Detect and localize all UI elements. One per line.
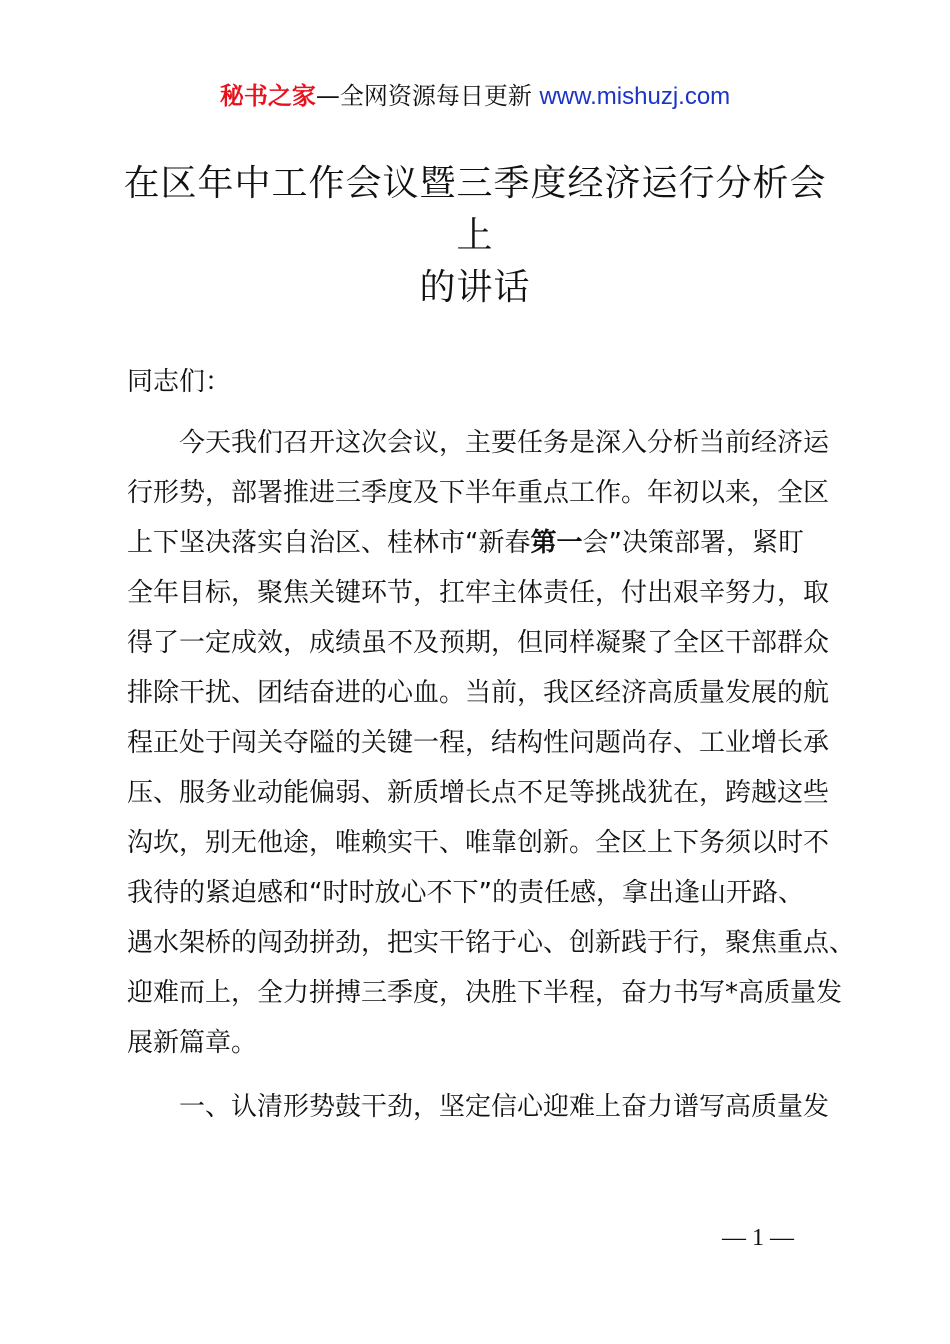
paragraph-line: 压、服务业动能偏弱、新质增长点不足等挑战犹在，跨越这些: [127, 778, 830, 808]
site-banner: [0, 80, 950, 113]
body-paragraph: [127, 418, 856, 1068]
paragraph-line: 排除干扰、团结奋进的心血。当前，我区经济高质量发展的航: [127, 678, 830, 708]
paragraph-line: 得了一定成效，成绩虽不及预期，但同样凝聚了全区干部群众: [127, 628, 830, 658]
document-title-line-2: 的讲话: [419, 267, 531, 308]
salutation: 同志们：: [127, 367, 232, 397]
site-url-link[interactable]: www.mishuzj.com: [539, 83, 731, 110]
page-number: — 1 —: [722, 1225, 794, 1251]
document-title-line-1: 在区年中工作会议暨三季度经济运行分析会上: [123, 163, 827, 256]
paragraph-bold-text: 第一: [530, 528, 583, 558]
paragraph-line: 展新篇章。: [127, 1028, 258, 1058]
paragraph-line: 我待的紧迫感和“时时放心不下”的责任感，拿出逢山开路、: [127, 878, 804, 908]
paragraph-text-segment: 上下坚决落实自治区、桂林市“新春: [127, 528, 531, 558]
document-title: [110, 158, 840, 314]
paragraph-line: 行形势，部署推进三季度及下半年重点工作。年初以来，全区: [127, 478, 830, 508]
paragraph-line: 迎难而上，全力拼搏三季度，决胜下半程，奋力书写*高质量发: [127, 978, 843, 1008]
paragraph-line: 沟坎，别无他途，唯赖实干、唯靠创新。全区上下务须以时不: [127, 828, 830, 858]
paragraph-text-segment: 会”决策部署，紧盯: [582, 528, 804, 558]
site-brand: 秘书之家: [219, 82, 316, 110]
paragraph-line: [127, 518, 833, 568]
paragraph-line: 遇水架桥的闯劲拼劲，把实干铭于心、创新践于行，聚焦重点、: [127, 928, 856, 958]
paragraph-line: 程正处于闯关夺隘的关键一程，结构性问题尚存、工业增长承: [127, 728, 830, 758]
section-heading: 一、认清形势鼓干劲，坚定信心迎难上奋力谱写高质量发: [179, 1092, 830, 1122]
paragraph-line: 今天我们召开这次会议，主要任务是深入分析当前经济运: [179, 428, 830, 458]
site-slogan: —全网资源每日更新: [315, 82, 540, 110]
paragraph-line: 全年目标，聚焦关键环节，扛牢主体责任，付出艰辛努力，取: [127, 578, 830, 608]
